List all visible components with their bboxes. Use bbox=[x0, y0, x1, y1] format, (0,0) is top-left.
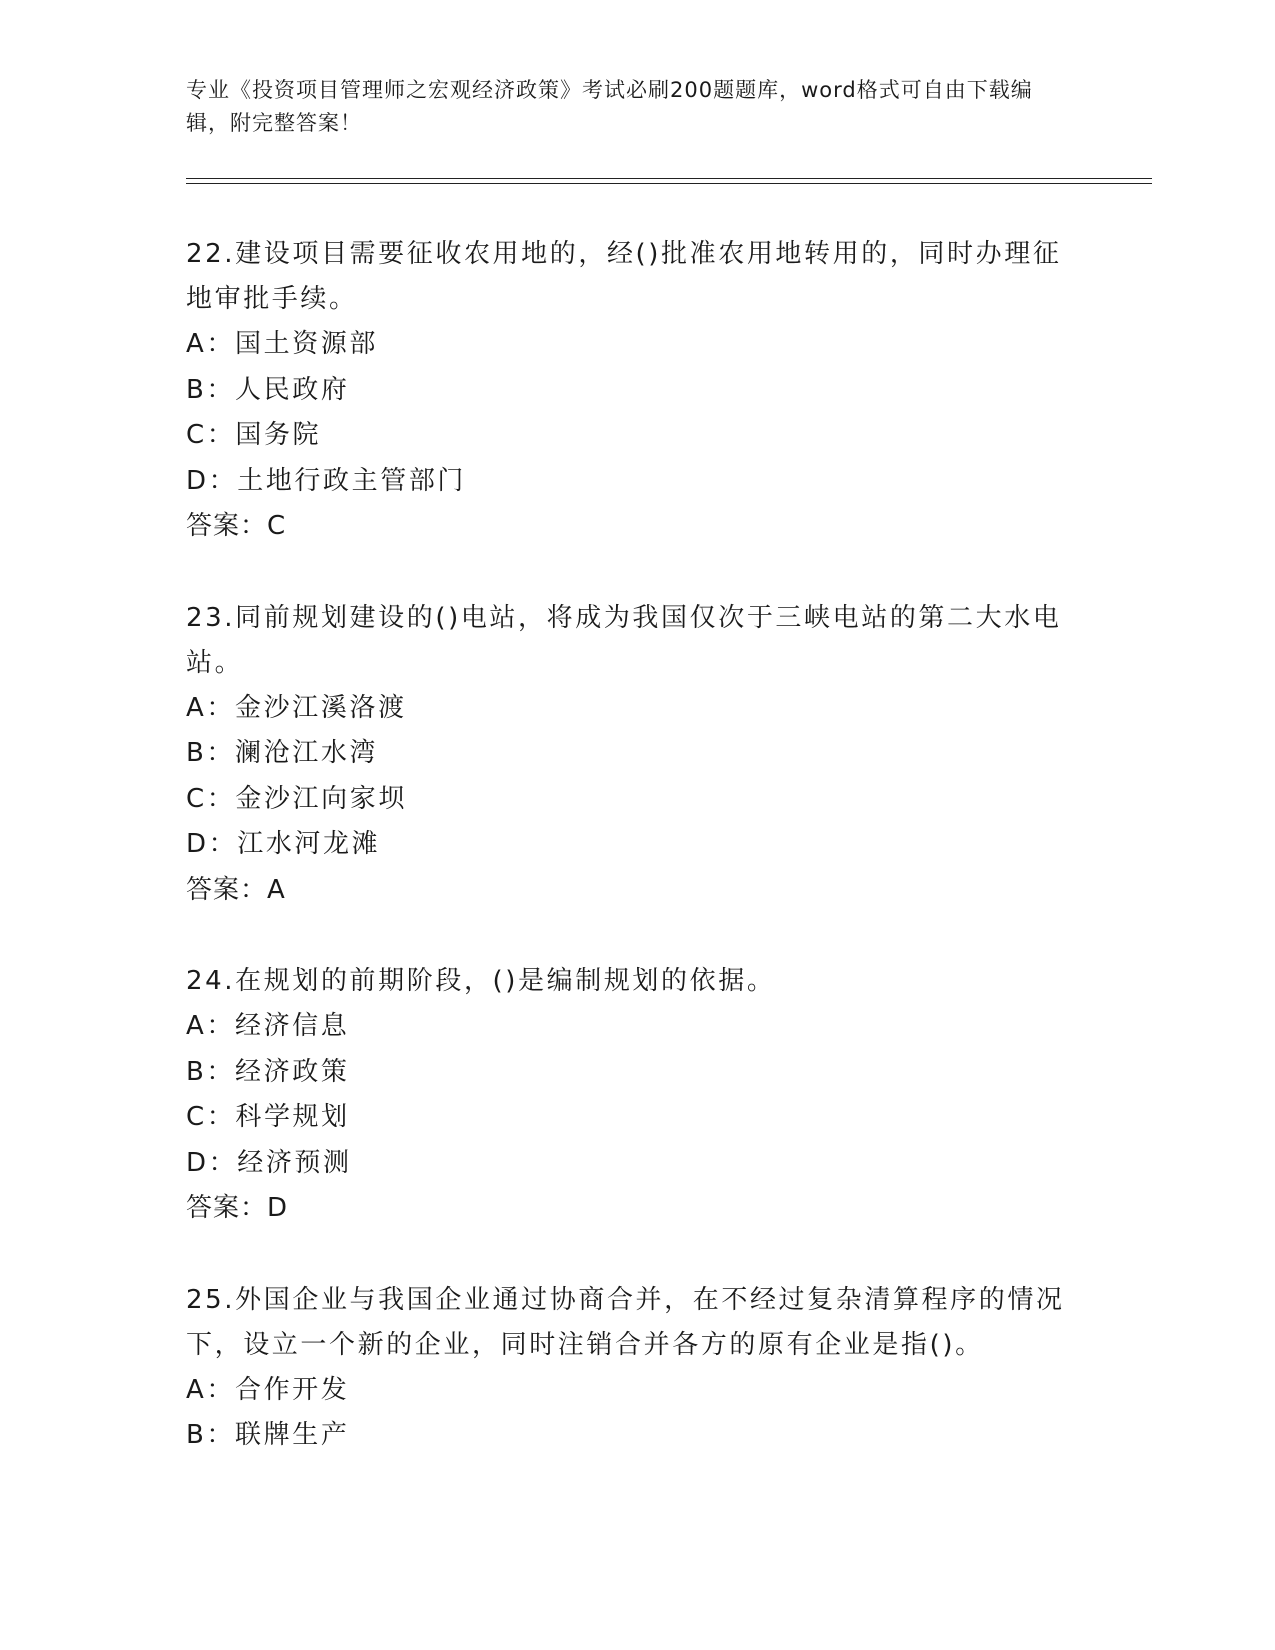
answer: 答案：D bbox=[186, 1193, 289, 1223]
option-b: B：澜沧江水湾 bbox=[186, 738, 379, 768]
option-d: D：江水河龙滩 bbox=[186, 829, 381, 859]
option-c: C：金沙江向家坝 bbox=[186, 783, 407, 814]
option-a: A：金沙江溪洛渡 bbox=[186, 692, 407, 723]
option-a: A：国土资源部 bbox=[186, 329, 378, 359]
question-text: 24.在规划的前期阶段，()是编制规划的依据。 bbox=[186, 966, 776, 996]
answer: 答案：A bbox=[186, 874, 286, 905]
option-a: A：合作开发 bbox=[186, 1374, 350, 1405]
question-text: 25.外国企业与我国企业通过协商合并，在不经过复杂清算程序的情况下，设立一个新的企业，同时注销合并各方的原有企业是指()。 bbox=[186, 1284, 1065, 1360]
question-24 bbox=[186, 959, 1086, 1232]
option-c: C：科学规划 bbox=[186, 1102, 350, 1132]
option-d: D：土地行政主管部门 bbox=[186, 465, 467, 496]
option-a: A：经济信息 bbox=[186, 1011, 350, 1041]
option-b: B：人民政府 bbox=[186, 374, 350, 405]
question-text: 23.同前规划建设的()电站，将成为我国仅次于三峡电站的第二大水电站。 bbox=[186, 602, 1062, 678]
option-b: B：经济政策 bbox=[186, 1056, 350, 1087]
header-rule-bottom bbox=[186, 183, 1152, 184]
answer: 答案：C bbox=[186, 511, 287, 541]
question-list bbox=[186, 232, 1086, 1505]
question-text: 22.建设项目需要征收农用地的，经()批准农用地转用的，同时办理征地审批手续。 bbox=[186, 239, 1062, 314]
option-c: C：国务院 bbox=[186, 420, 322, 450]
option-d: D：经济预测 bbox=[186, 1147, 352, 1178]
question-22 bbox=[186, 232, 1086, 550]
header-rule-top bbox=[186, 178, 1152, 179]
option-b: B：联牌生产 bbox=[186, 1420, 350, 1450]
question-25 bbox=[186, 1278, 1086, 1459]
document-header: 专业《投资项目管理师之宏观经济政策》考试必刷200题题库，word格式可自由下载编辑，附完整答案！ bbox=[186, 78, 1033, 135]
question-23 bbox=[186, 596, 1086, 914]
